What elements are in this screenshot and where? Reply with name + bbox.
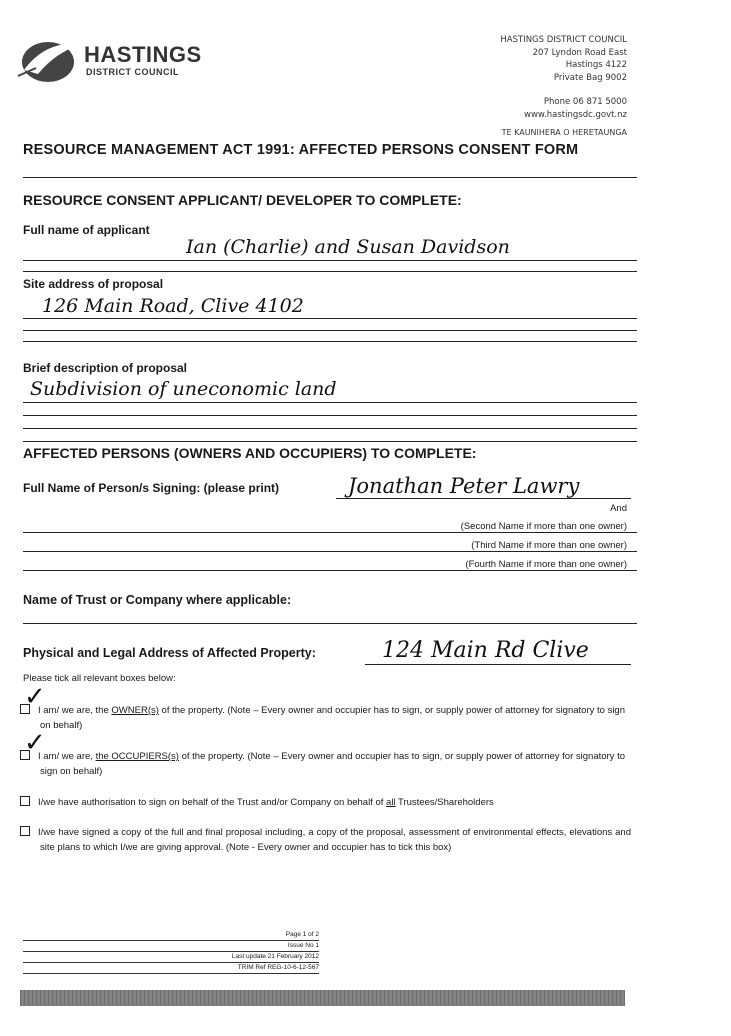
owner-checkbox-row: [20, 703, 631, 733]
fourth-name-label: (Fourth Name if more than one owner): [461, 559, 627, 570]
proposal-checkbox[interactable]: [20, 826, 30, 836]
description-value[interactable]: Subdivision of uneconomic land: [30, 378, 337, 400]
authorisation-text-prefix: I/we have authorisation to sign on behalf of the Trust and/or Company on behalf of: [38, 797, 387, 808]
occupier-text-emph: the OCCUPIERS(s): [95, 751, 179, 762]
council-contact: [524, 96, 627, 121]
footer-line-3: [23, 962, 319, 963]
second-name-label: (Second Name if more than one owner): [457, 521, 627, 532]
signing-value[interactable]: Jonathan Peter Lawry: [348, 474, 580, 498]
form-title: RESOURCE MANAGEMENT ACT 1991: AFFECTED PERSONS CONSENT FORM: [23, 142, 579, 158]
second-name-line: [23, 532, 637, 533]
trust-line: [23, 623, 637, 624]
site-label: Site address of proposal: [23, 277, 164, 291]
footer-page: Page 1 of 2: [285, 931, 319, 938]
tick-instruction: Please tick all relevant boxes below:: [23, 673, 176, 684]
address-value[interactable]: 124 Main Rd Clive: [382, 638, 589, 663]
authorisation-checkbox-row: [20, 795, 631, 810]
scan-noise-bar: [20, 990, 625, 1006]
footer-issue: Issue No 1: [287, 942, 319, 949]
logo-name: HASTINGS: [84, 42, 202, 67]
and-label: And: [610, 503, 627, 514]
address-line-3: Hastings 4122: [565, 60, 627, 70]
description-label: Brief description of proposal: [23, 361, 188, 375]
address-line: [365, 664, 631, 665]
owner-text-emph: OWNER(s): [111, 705, 159, 716]
maori-name: TE KAUNIHERA O HERETAUNGA: [501, 128, 627, 137]
council-address: [500, 34, 627, 84]
description-line-3: [23, 428, 637, 429]
applicant-line: [23, 260, 637, 261]
occupier-checkbox-row: [20, 749, 631, 779]
description-line-4: [23, 441, 637, 442]
authorisation-checkbox[interactable]: [20, 796, 30, 806]
website: www.hastingsdc.govt.nz: [524, 109, 627, 120]
address-line-2: 207 Lyndon Road East: [532, 47, 627, 58]
footer-trim-ref: TRIM Ref REG-10-6-12-567: [237, 964, 319, 971]
applicant-value[interactable]: Ian (Charlie) and Susan Davidson: [186, 236, 510, 258]
owner-text-suffix: of the property. (Note – Every owner and occupier has to sign, or supply power of attorney for signatory to sign on behalf): [40, 705, 625, 731]
description-line: [23, 402, 637, 403]
applicant-label: Full name of applicant: [23, 223, 150, 237]
footer-line-2: [23, 951, 319, 952]
site-line: [23, 318, 637, 319]
owner-text-prefix: I am/ we are, the: [38, 705, 112, 716]
owner-tick-mark: ✓: [24, 682, 46, 712]
authorisation-text-emph: all: [386, 797, 396, 808]
logo-subtitle: DISTRICT COUNCIL: [86, 67, 179, 77]
section-applicant-title: RESOURCE CONSENT APPLICANT/ DEVELOPER TO COMPLETE:: [23, 192, 462, 208]
divider: [23, 177, 637, 178]
address-line-4: Private Bag 9002: [553, 72, 627, 83]
signing-line: [336, 498, 631, 499]
proposal-checkbox-row: [20, 825, 631, 855]
occupier-text-prefix: I am/ we are,: [38, 751, 96, 762]
occupier-tick-mark: ✓: [24, 728, 46, 758]
address-label: Physical and Legal Address of Affected Property:: [23, 646, 316, 660]
description-line-2: [23, 415, 637, 416]
trust-label: Name of Trust or Company where applicable:: [23, 593, 292, 607]
third-name-line: [23, 551, 637, 552]
section-affected-title: AFFECTED PERSONS (OWNERS AND OCCUPIERS) TO COMPLETE:: [23, 445, 477, 461]
applicant-line-2: [23, 271, 637, 272]
authorisation-text-suffix: Trustees/Shareholders: [395, 797, 494, 808]
site-line-3: [23, 341, 637, 342]
footer-line-4: [23, 973, 319, 974]
signing-label: Full Name of Person/s Signing: (please print): [23, 481, 280, 495]
third-name-label: (Third Name if more than one owner): [467, 540, 627, 551]
address-line-1: HASTINGS DISTRICT COUNCIL: [500, 35, 627, 45]
footer-last-update: Last update 21 February 2012: [231, 953, 319, 960]
phone-number: Phone 06 871 5000: [543, 97, 627, 107]
fourth-name-line: [23, 570, 637, 571]
proposal-text: I/we have signed a copy of the full and final proposal including, a copy of the proposal, assessment of environmental effects, elevations and site plans to which I/we are giving approval. (Note - Every owner and occupier has to tick this box): [38, 827, 631, 853]
site-line-2: [23, 330, 637, 331]
occupier-text-suffix: of the property. (Note – Every owner and occupier has to sign, or supply power of attorney for signatory to sign on behalf): [40, 751, 625, 777]
site-value[interactable]: 126 Main Road, Clive 4102: [42, 295, 304, 317]
